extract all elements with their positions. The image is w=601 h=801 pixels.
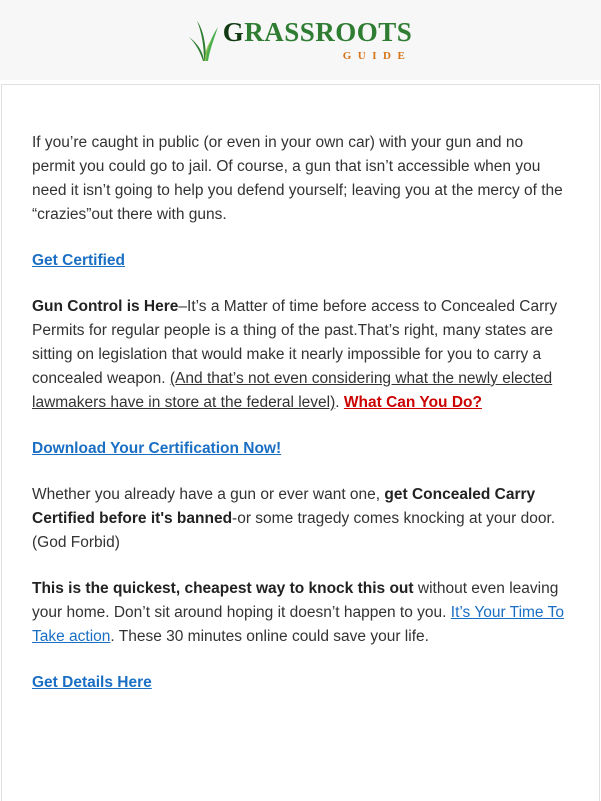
brand-tagline: GUIDE: [342, 49, 412, 62]
gun-control-text-a: –It’s a Matter of time before access to Concealed Carry Permits for regular people is a thing of the past.That’s right, many states are sitting on legislation that would make it nearly impossible for you to carry a concealed weapon.: [32, 298, 558, 387]
whether-text-b: -or some tragedy comes knocking at your door. (God Forbid): [32, 510, 556, 551]
brand-logo[interactable]: [189, 16, 413, 62]
gun-control-underlined: (And that’s not even considering what the newly elected lawmakers have in store at the federal level): [32, 370, 553, 411]
get-details-link-block: [32, 671, 569, 695]
download-certification-link-block: [32, 437, 569, 461]
whether-bold: get Concealed Carry Certified before it's banned: [32, 486, 536, 527]
brand-name: [222, 16, 413, 47]
gun-control-text-b: .: [335, 394, 344, 411]
email-body: [1, 84, 600, 801]
download-certification-link[interactable]: Download Your Certification Now!: [32, 440, 282, 457]
brand-name-rest: RASSROOTS: [244, 16, 413, 47]
gun-control-headline: Gun Control is Here: [32, 298, 179, 315]
paragraph-gun-control: [32, 295, 569, 415]
brand-logo-text: [222, 16, 413, 62]
grass-sprout-icon: [189, 17, 219, 61]
email-header: [0, 0, 601, 80]
what-can-you-do-callout[interactable]: What Can You Do?: [343, 394, 482, 411]
brand-name-initial: G: [222, 16, 245, 47]
quickest-bold: This is the quickest, cheapest way to knock this out: [32, 580, 414, 597]
paragraph-intro: If you’re caught in public (or even in your own car) with your gun and no permit you could go to jail. Of course, a gun that isn’t accessible when you need it isn’t going to help you defend yourself; leaving you at the mercy of the “crazies”out there with guns.: [32, 134, 563, 223]
take-action-link[interactable]: It’s Your Time To Take action: [32, 604, 564, 645]
paragraph-whether: [32, 483, 569, 555]
get-certified-link[interactable]: Get Certified: [32, 252, 126, 269]
get-details-link[interactable]: Get Details Here: [32, 674, 152, 691]
get-certified-link-block: [32, 249, 569, 273]
quickest-text-b: . These 30 minutes online could save your life.: [110, 628, 429, 645]
quickest-text-a: without even leaving your home. Don’t sit around hoping it doesn’t happen to you.: [32, 580, 559, 621]
paragraph-quickest: [32, 577, 569, 649]
whether-text-a: Whether you already have a gun or ever want one,: [32, 486, 385, 503]
